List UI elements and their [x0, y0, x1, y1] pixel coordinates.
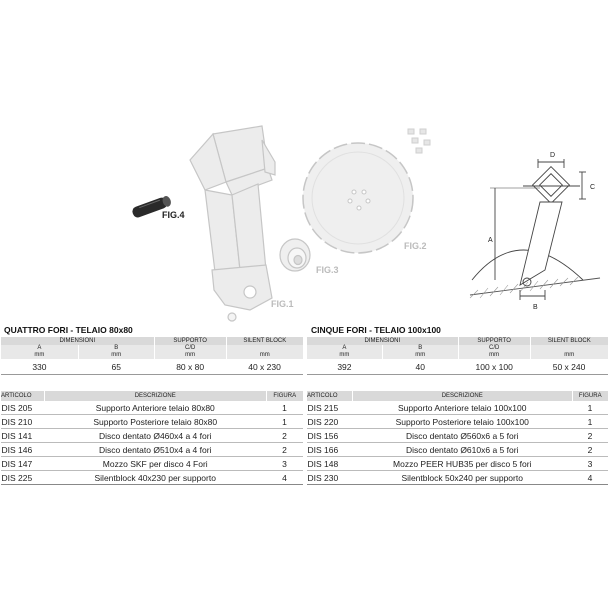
table-row	[1, 443, 304, 457]
left-parts-table	[0, 391, 303, 485]
value-cd: 80 x 80	[176, 361, 205, 372]
right-dimensions-table	[306, 337, 608, 375]
article-code: DIS 148	[307, 457, 353, 471]
article-description: Silentblock 40x230 per supporto	[44, 471, 266, 485]
article-figure: 2	[266, 429, 303, 443]
dimension-diagram	[470, 159, 600, 300]
description-header: DESCRIZIONE	[44, 391, 266, 401]
table-row	[307, 415, 608, 429]
right-section-title: CINQUE FORI - TELAIO 100x100	[311, 325, 441, 335]
col-cd-header: C/D mm	[154, 345, 226, 359]
col-cd-header: C/D mm	[458, 345, 530, 359]
article-description: Supporto Anteriore telaio 80x80	[44, 401, 266, 415]
article-figure: 2	[572, 429, 608, 443]
table-row	[1, 429, 304, 443]
product-figures	[0, 120, 608, 325]
value-silent: 40 x 230	[248, 361, 281, 372]
col-a-header: A mm	[307, 345, 383, 359]
article-figure: 2	[572, 443, 608, 457]
article-description: Disco dentato Ø510x4 a 4 fori	[44, 443, 266, 457]
table-row	[307, 401, 608, 415]
diagram-label-a: A	[488, 237, 493, 244]
figure-header: FIGURA	[266, 391, 303, 401]
article-figure: 1	[572, 415, 608, 429]
table-row	[307, 457, 608, 471]
dimensions-header: DIMENSIONI	[307, 337, 459, 345]
diagram-label-c: C	[590, 184, 596, 191]
fig2-label: FIG.2	[404, 241, 427, 251]
value-b: 40	[415, 361, 426, 372]
article-code: DIS 210	[1, 415, 45, 429]
article-figure: 3	[572, 457, 608, 471]
article-description: Supporto Anteriore telaio 100x100	[352, 401, 572, 415]
article-code: DIS 156	[307, 429, 353, 443]
description-header: DESCRIZIONE	[352, 391, 572, 401]
article-code: DIS 230	[307, 471, 353, 485]
hub-drawing	[280, 239, 310, 271]
table-row	[1, 457, 304, 471]
article-code: DIS 146	[1, 443, 45, 457]
article-code: DIS 147	[1, 457, 45, 471]
value-a: 392	[337, 361, 352, 372]
diagram-label-d: D	[550, 152, 556, 159]
diagram-label-b: B	[533, 304, 538, 311]
left-dimensions-table	[0, 337, 303, 375]
col-b-header: B mm	[382, 345, 458, 359]
support-header: SUPPORTO	[154, 337, 226, 345]
table-row	[307, 443, 608, 457]
article-description: Disco dentato Ø460x4 a 4 fori	[44, 429, 266, 443]
col-a-header: A mm	[1, 345, 79, 359]
article-description: Mozzo SKF per disco 4 Fori	[44, 457, 266, 471]
article-figure: 1	[266, 401, 303, 415]
table-row	[307, 429, 608, 443]
article-figure: 4	[572, 471, 608, 485]
silent-block-header: SILENT BLOCK	[226, 337, 303, 345]
value-b: 65	[111, 361, 122, 372]
value-silent: 50 x 240	[552, 361, 586, 372]
figure-header: FIGURA	[572, 391, 608, 401]
article-description: Supporto Posteriore telaio 100x100	[352, 415, 572, 429]
col-b-header: B mm	[78, 345, 154, 359]
value-cd: 100 x 100	[475, 361, 513, 372]
table-row	[307, 471, 608, 485]
left-section-title: QUATTRO FORI - TELAIO 80x80	[4, 325, 133, 335]
article-figure: 3	[266, 457, 303, 471]
article-header: ARTICOLO	[307, 391, 353, 401]
article-description: Disco dentato Ø560x6 a 5 fori	[352, 429, 572, 443]
bolts-drawing	[408, 129, 430, 153]
article-description: Silentblock 50x240 per supporto	[352, 471, 572, 485]
article-code: DIS 205	[1, 401, 45, 415]
dimensions-header: DIMENSIONI	[1, 337, 155, 345]
support-bracket-drawing	[190, 126, 275, 321]
figures-canvas	[0, 120, 608, 325]
value-a: 330	[32, 361, 47, 372]
article-code: DIS 215	[307, 401, 353, 415]
fig3-label: FIG.3	[316, 265, 339, 275]
article-figure: 2	[266, 443, 303, 457]
article-header: ARTICOLO	[1, 391, 45, 401]
toothed-disc-drawing	[303, 143, 413, 253]
article-figure: 1	[266, 415, 303, 429]
fig4-label: FIG.4	[162, 210, 185, 220]
article-code: DIS 166	[307, 443, 353, 457]
silent-block-header: SILENT BLOCK	[530, 337, 608, 345]
article-code: DIS 225	[1, 471, 45, 485]
table-row	[1, 401, 304, 415]
table-row	[1, 415, 304, 429]
fig1-label: FIG.1	[271, 299, 294, 309]
article-code: DIS 141	[1, 429, 45, 443]
col-silent-header: mm	[530, 345, 608, 359]
article-code: DIS 220	[307, 415, 353, 429]
article-description: Mozzo PEER HUB35 per disco 5 fori	[352, 457, 572, 471]
right-parts-table	[306, 391, 608, 485]
article-description: Disco dentato Ø610x6 a 5 fori	[352, 443, 572, 457]
col-silent-header: mm	[226, 345, 303, 359]
article-description: Supporto Posteriore telaio 80x80	[44, 415, 266, 429]
support-header: SUPPORTO	[458, 337, 530, 345]
article-figure: 4	[266, 471, 303, 485]
table-row	[1, 471, 304, 485]
article-figure: 1	[572, 401, 608, 415]
